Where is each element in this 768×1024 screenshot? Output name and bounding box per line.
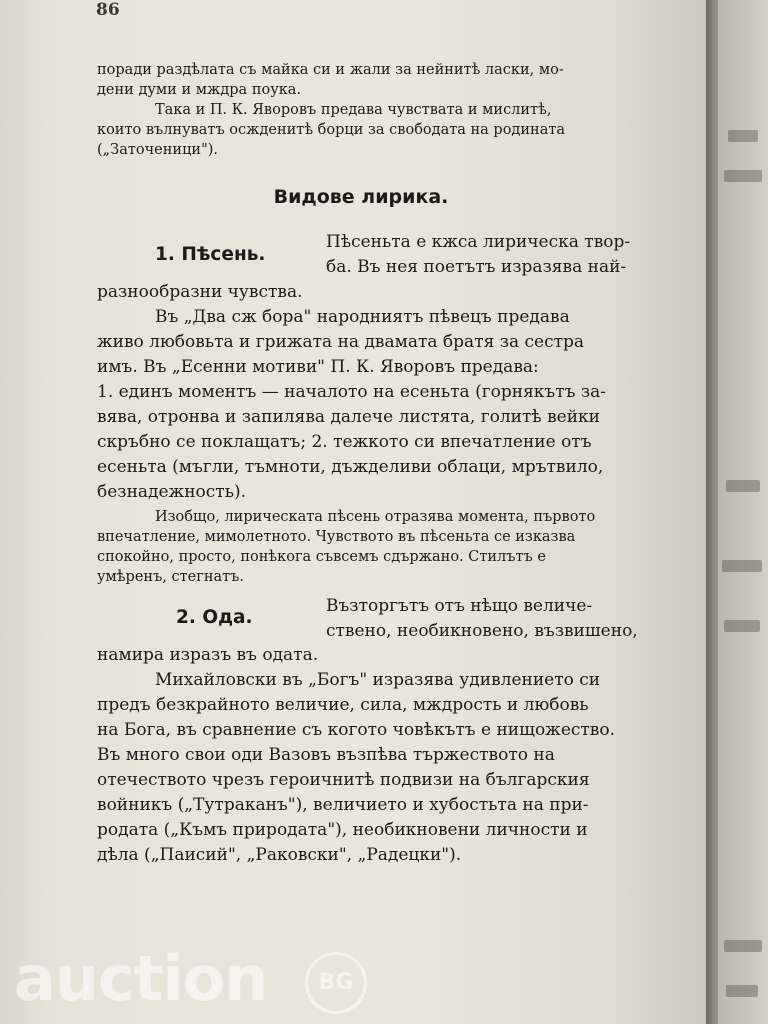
text-line: поради раздѣлата съ майка си и жали за нейнитѣ ласки, мо- <box>97 62 564 78</box>
text-line: есеньта (мъгли, тъмноти, дъжделиви облаци, мрътвило, <box>97 457 604 477</box>
song-body <box>97 280 606 505</box>
text-line: дени думи и мждра поука. <box>97 82 302 98</box>
song-note <box>97 507 595 587</box>
text-line: безнадежность). <box>97 482 246 502</box>
facing-text-smudge <box>726 985 758 997</box>
text-line: Въ много свои оди Вазовъ възпѣва тържеството на <box>97 745 555 765</box>
text-line: Така и П. К. Яворовъ предава чувствата и мислитѣ, <box>155 102 552 118</box>
text-line: Михайловски въ „Богъ" изразява удивлението си <box>155 670 601 690</box>
ode-body <box>97 643 615 868</box>
text-line: Изобщо, лирическата пѣсень отразява момента, първото <box>155 509 596 525</box>
paragraph-intro <box>97 60 564 100</box>
text-line: умѣренъ, стегнатъ. <box>97 569 245 585</box>
text-line: скръбно се поклащатъ; 2. тежкото си впечатление отъ <box>97 432 592 452</box>
text-line: ствено, необикновено, възвишено, <box>326 621 638 641</box>
ode-lead <box>326 594 638 644</box>
watermark-badge: BG <box>305 952 367 1014</box>
text-line: имъ. Въ „Есенни мотиви" П. К. Яворовъ предава: <box>97 357 539 377</box>
facing-text-smudge <box>722 560 762 572</box>
text-line: ба. Въ нея поетътъ изразява най- <box>326 257 627 277</box>
paragraph-yavorov <box>97 100 565 160</box>
text-line: предъ безкрайното величие, сила, мждрость и любовь <box>97 695 589 715</box>
text-line: 1. единъ моментъ — началото на есеньта (горнякътъ за- <box>97 382 607 402</box>
text-line: които вълнуватъ осжденитѣ борци за свободата на родината <box>97 122 566 138</box>
song-lead <box>326 230 630 280</box>
section-title-song: 1. Пѣсень. <box>155 244 266 265</box>
facing-text-smudge <box>726 480 760 492</box>
section-title-ode: 2. Ода. <box>176 607 253 628</box>
facing-text-smudge <box>724 620 760 632</box>
text-line: войникъ („Тутраканъ"), величието и хубостьта на при- <box>97 795 589 815</box>
text-line: („Заточеници"). <box>97 142 219 158</box>
text-line: вява, отронва и запилява далече листята, голитѣ вейки <box>97 407 600 427</box>
text-line: Възторгътъ отъ нѣщо величе- <box>326 596 593 616</box>
text-line: спокойно, просто, понѣкога съвсемъ сдържано. Стилътъ е <box>97 549 546 565</box>
text-line: дѣла („Паисий", „Раковски", „Радецки"). <box>97 845 462 865</box>
text-line: Пѣсеньта е кжса лирическа твор- <box>326 232 631 252</box>
facing-text-smudge <box>724 170 762 182</box>
page-number: 86 <box>96 0 120 20</box>
text-line: на Бога, въ сравнение съ когото човѣкътъ е нищожество. <box>97 720 616 740</box>
facing-text-smudge <box>724 940 762 952</box>
section-heading: Видове лирика. <box>273 186 449 208</box>
watermark-logo: auction <box>14 942 268 1015</box>
text-line: родата („Къмъ природата"), необикновени личности и <box>97 820 588 840</box>
text-line: разнообразни чувства. <box>97 282 303 302</box>
text-line: живо любовьта и грижата на двамата братя за сестра <box>97 332 585 352</box>
text-line: Въ „Два сж бора" народниятъ пѣвецъ предава <box>155 307 570 327</box>
facing-page-edge <box>718 0 768 1024</box>
text-line: отечеството чрезъ героичнитѣ подвизи на българския <box>97 770 590 790</box>
facing-text-smudge <box>728 130 758 142</box>
text-line: намира изразъ въ одата. <box>97 645 319 665</box>
text-line: впечатление, мимолетното. Чувството въ пѣсеньта се изказва <box>97 529 576 545</box>
